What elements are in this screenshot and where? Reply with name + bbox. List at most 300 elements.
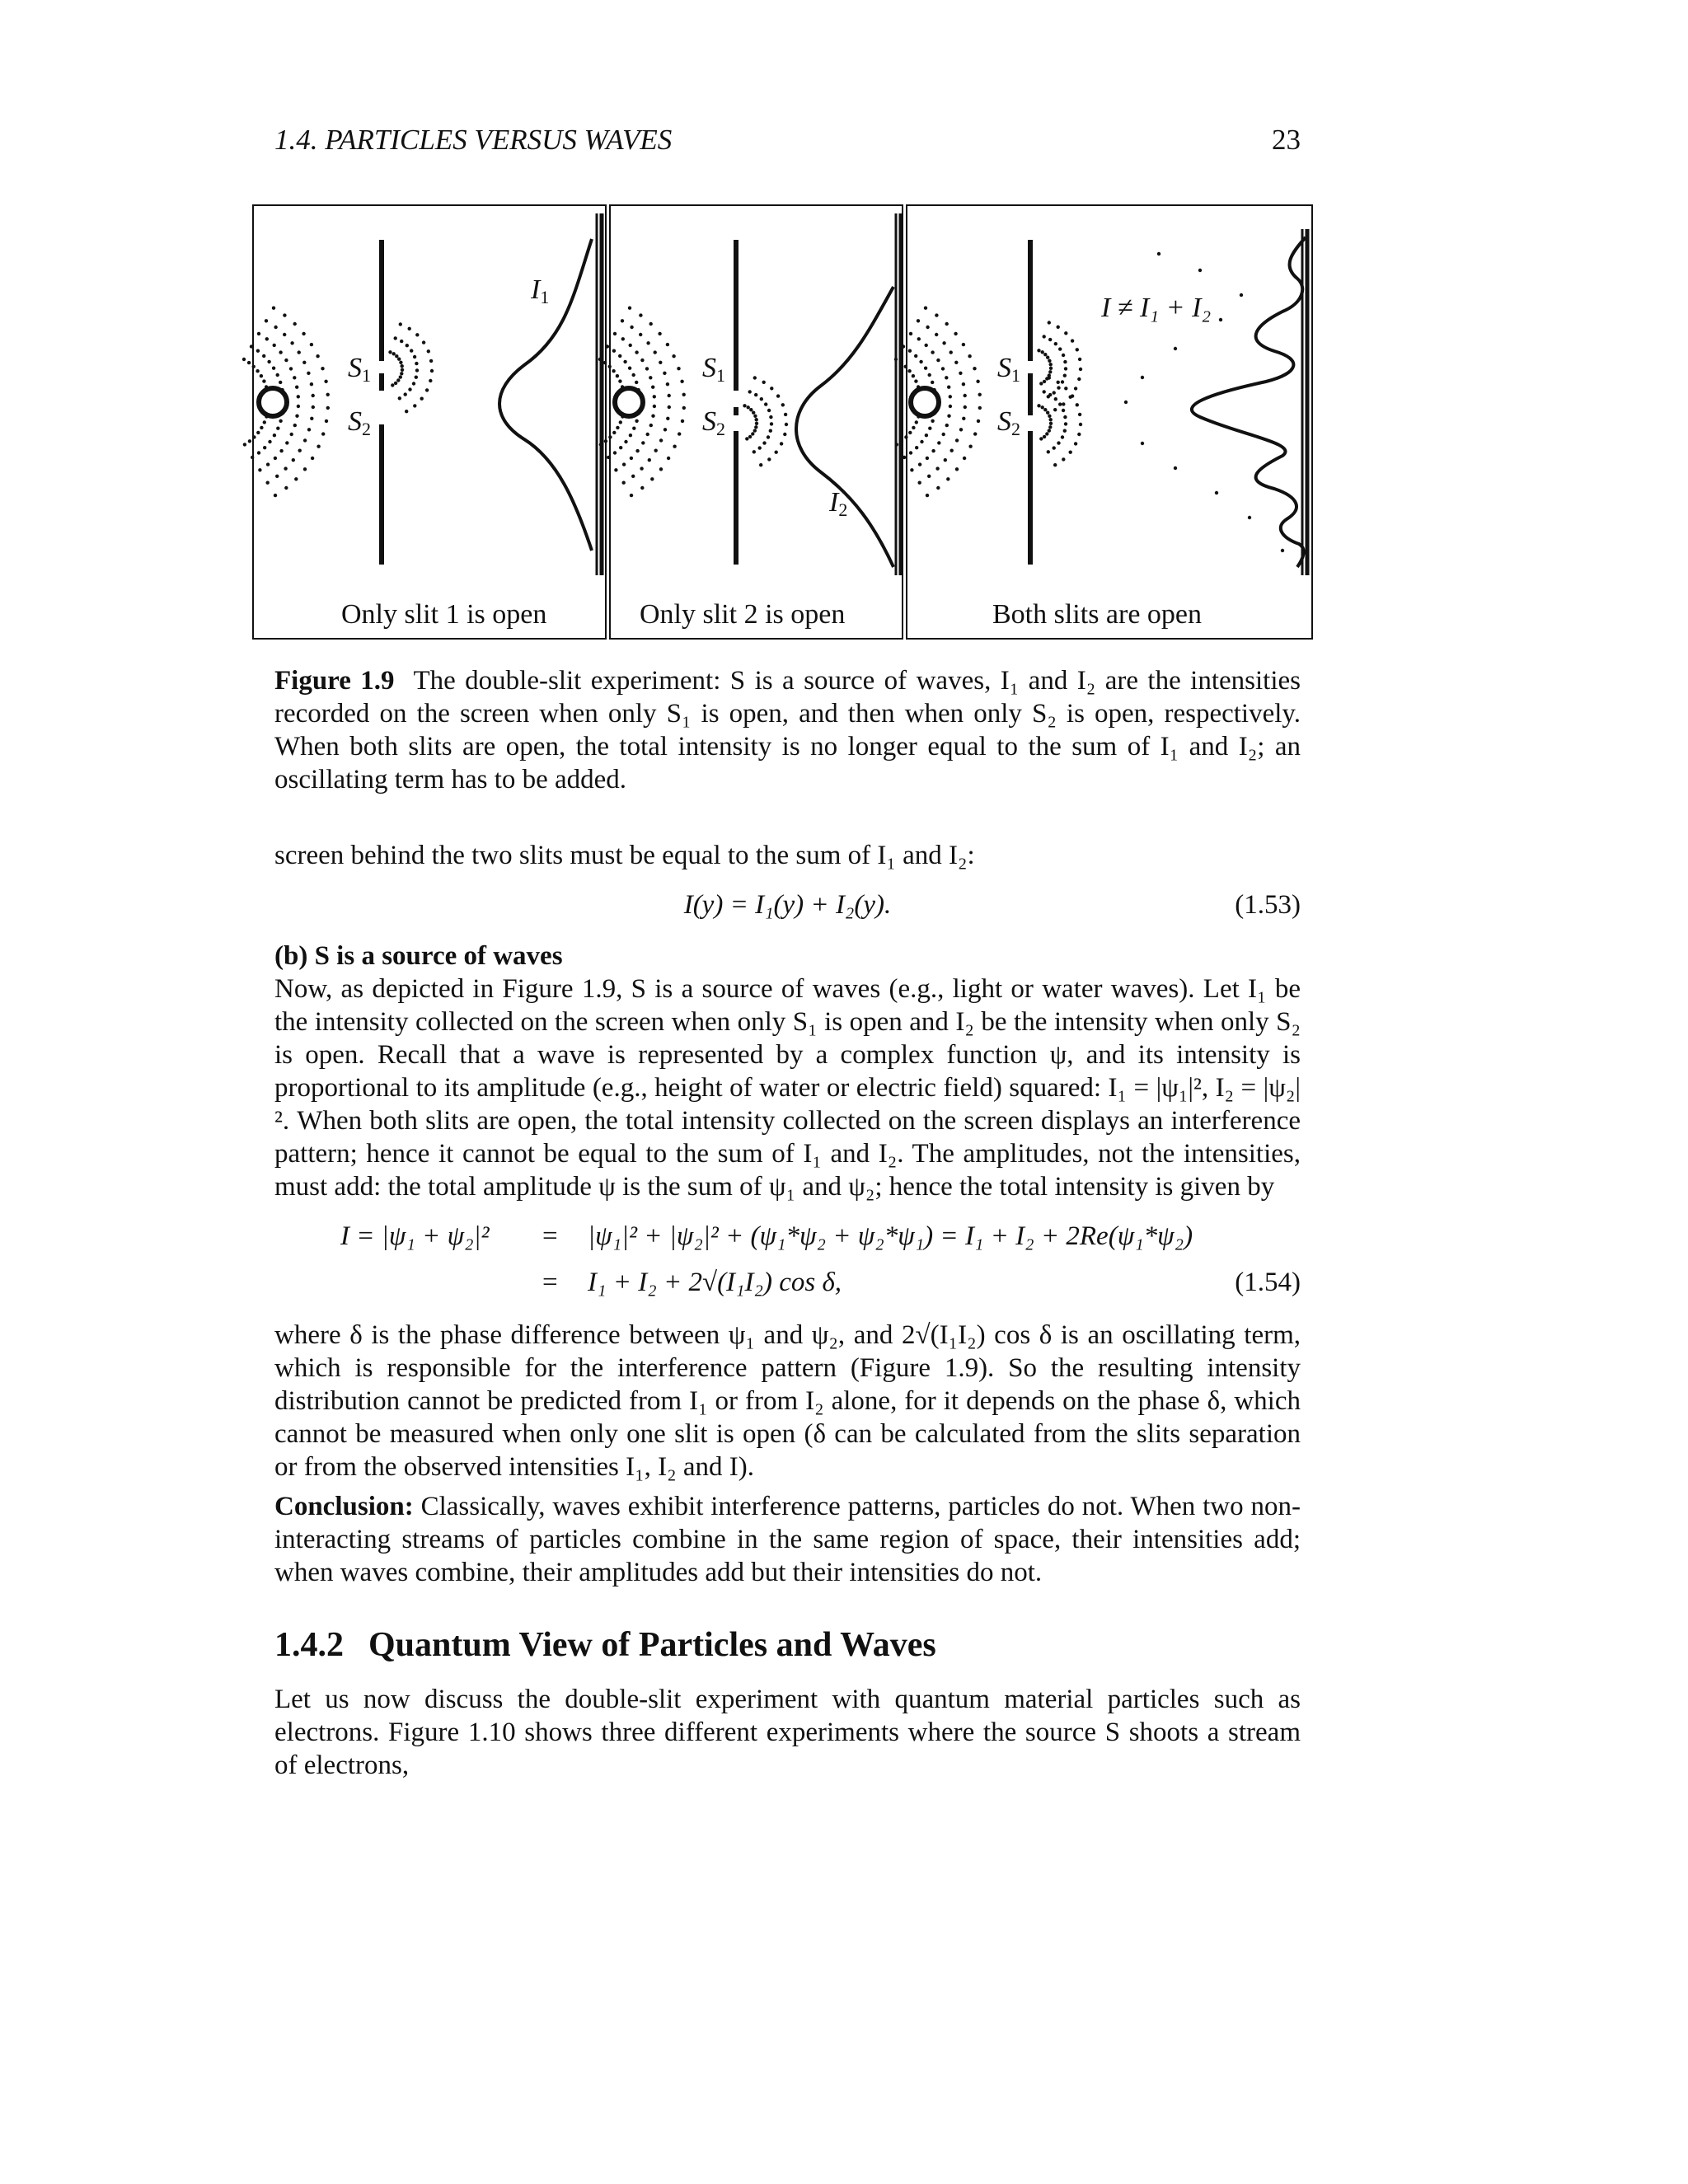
incoming-wave-dot <box>316 354 319 358</box>
caption-label: Figure 1.9 <box>274 666 395 696</box>
incoming-wave-dot <box>616 374 619 377</box>
incoming-wave-dot <box>935 466 939 470</box>
incoming-wave-dot <box>973 432 977 435</box>
interference-dot <box>1141 442 1144 445</box>
incoming-wave-dot <box>963 457 966 460</box>
incoming-wave-dot <box>302 332 305 335</box>
incoming-wave-dot <box>926 326 929 329</box>
diffracted-wave-dot <box>1049 422 1053 425</box>
diffracted-wave-dot <box>1062 402 1065 405</box>
incoming-wave-dot <box>618 354 621 358</box>
panel-3-frame <box>907 205 1312 639</box>
incoming-wave-dot <box>962 382 965 386</box>
incoming-wave-dot <box>630 494 633 497</box>
incoming-wave-dot <box>247 361 251 364</box>
incoming-wave-dot <box>681 419 684 423</box>
incoming-wave-dot <box>324 380 327 383</box>
diffracted-wave-dot <box>776 394 780 397</box>
incoming-wave-dot <box>260 426 263 429</box>
diffracted-wave-dot <box>1063 360 1067 363</box>
diffracted-wave-dot <box>1057 386 1060 389</box>
incoming-wave-dot <box>279 419 282 423</box>
diffracted-wave-dot <box>420 397 424 401</box>
incoming-wave-dot <box>628 367 631 370</box>
incoming-wave-dot <box>621 337 625 340</box>
incoming-wave-dot <box>303 467 307 471</box>
incoming-wave-dot <box>283 313 286 316</box>
incoming-wave-dot <box>303 438 307 442</box>
slit-2-label-p1: S2 <box>348 406 371 439</box>
incoming-wave-dot <box>928 427 931 430</box>
incoming-wave-dot <box>251 456 254 459</box>
incoming-wave-dot <box>279 449 283 452</box>
incoming-wave-dot <box>635 350 638 354</box>
incoming-wave-dot <box>935 333 938 336</box>
incoming-wave-dot <box>290 433 293 436</box>
incoming-wave-dot <box>962 343 965 346</box>
interference-dot <box>1124 401 1128 404</box>
diffracted-wave-dot <box>392 352 396 355</box>
incoming-wave-dot <box>659 438 663 442</box>
diffracted-wave-dot <box>1045 432 1048 435</box>
incoming-wave-dot <box>619 446 622 449</box>
diffracted-wave-dot <box>1041 405 1044 409</box>
diffracted-wave-dot <box>1041 350 1044 354</box>
incoming-wave-dot <box>292 458 295 462</box>
diffracted-wave-dot <box>783 433 786 436</box>
incoming-wave-dot <box>928 373 931 377</box>
final-paragraph: Let us now discuss the double-slit experiment with quantum material particles such as electrons. Figure 1.10 shows three different experiments where the source S shoots a stream of electrons, <box>274 1685 1301 1780</box>
incoming-wave-dot <box>925 344 928 347</box>
incoming-wave-dot <box>622 481 626 485</box>
incoming-wave-dot <box>645 367 649 370</box>
incoming-wave-dot <box>326 393 330 396</box>
equation-1-54-number: (1.54) <box>1235 1268 1301 1297</box>
incoming-wave-dot <box>294 477 298 480</box>
incoming-wave-dot <box>307 372 310 375</box>
incoming-wave-dot <box>272 307 275 310</box>
diffracted-wave-dot <box>1057 381 1060 384</box>
incoming-wave-dot <box>945 424 949 427</box>
incoming-wave-dot <box>612 369 615 373</box>
diffracted-wave-dot <box>1062 457 1065 461</box>
slit-1-label-p1: S1 <box>348 353 371 386</box>
incoming-wave-dot <box>944 458 947 462</box>
incoming-wave-dot <box>968 445 972 448</box>
incoming-wave-dot <box>256 369 259 373</box>
incoming-wave-dot <box>266 481 270 485</box>
incoming-wave-dot <box>629 434 632 437</box>
diffracted-wave-dot <box>1061 380 1064 383</box>
incoming-wave-dot <box>618 379 621 382</box>
incoming-wave-dot <box>608 435 612 438</box>
diffracted-wave-dot <box>1057 326 1060 329</box>
incoming-wave-dot <box>640 359 644 362</box>
diffracted-wave-dot <box>769 429 772 433</box>
diffracted-wave-dot <box>399 361 402 364</box>
incoming-wave-dot <box>976 380 979 383</box>
subsection-b-text: Now, as depicted in Figure 1.9, S is a source of waves (e.g., light or water waves). Let I₁ be the intensity collected on the screen when only S₁ is open and I₂ be the intensity when only S₂ is open. Recall that a wave is represented by a complex function ψ, and its intensity is proportional to its amplitude (e.g., height of water or electric field) squared: I₁ = |ψ₁|², I₂ = |ψ₂|². When both slits are open, the total intensity collected on the screen displays an interference pattern; hence it cannot be equal to the sum of I₁ and I₂. The amplitudes, not the intensities, must add: the total amplitude ψ is the sum of ψ₁ and ψ₂; hence the total intensity is given by <box>274 974 1301 1202</box>
diffracted-wave-dot <box>764 402 767 405</box>
diffracted-wave-dot <box>422 340 425 344</box>
incoming-wave-dot <box>968 354 971 358</box>
paragraph-after-eq: where δ is the phase difference between ψ₁ and ψ₂, and 2√(I₁I₂) cos δ is an oscillating term, which is responsible for the interference pattern (Figure 1.9). So the resulting intensity distribution cannot be predicted from I₁ or from I₂ alone, for it depends on the phase δ, which cannot be measured when only one slit is open (δ can be calculated from the slits separation or from the observed intensities I₁, I₂ and I). <box>274 1320 1301 1482</box>
diffracted-wave-dot <box>408 387 411 391</box>
incoming-wave-dot <box>682 393 686 396</box>
diffracted-wave-dot <box>1063 415 1067 419</box>
subsection-b <box>274 940 1301 1203</box>
diffracted-wave-dot <box>415 362 418 365</box>
incoming-wave-dot <box>978 393 982 396</box>
diffracted-wave-dot <box>413 355 416 359</box>
incoming-wave-dot <box>274 326 277 329</box>
incoming-wave-dot <box>907 369 911 373</box>
incoming-wave-dot <box>946 477 950 480</box>
incoming-wave-dot <box>276 427 279 430</box>
diffracted-wave-dot <box>754 393 757 396</box>
interference-dot <box>1174 466 1177 470</box>
incoming-wave-dot <box>666 343 669 346</box>
incoming-wave-dot <box>673 445 676 448</box>
incoming-wave-dot <box>614 468 617 471</box>
incoming-wave-dot <box>284 486 288 490</box>
interference-dot <box>1219 318 1222 321</box>
incoming-wave-dot <box>316 445 320 448</box>
incoming-wave-dot <box>262 379 265 382</box>
diffracted-wave-dot <box>1077 377 1081 381</box>
incoming-wave-dot <box>276 373 279 377</box>
diffracted-wave-dot <box>1054 342 1057 345</box>
incoming-wave-dot <box>937 441 940 444</box>
incoming-wave-dot <box>258 468 261 471</box>
diffracted-wave-dot <box>388 350 392 354</box>
incoming-wave-dot <box>265 337 269 340</box>
interference-dot <box>1215 491 1218 494</box>
incoming-wave-dot <box>311 457 314 460</box>
diffracted-wave-dot <box>395 354 398 358</box>
diffracted-wave-dot <box>400 340 403 343</box>
diffracted-wave-dot <box>429 359 433 363</box>
incoming-wave-dot <box>931 381 934 384</box>
diffracted-wave-dot <box>1077 433 1081 436</box>
diffracted-wave-dot <box>1043 408 1047 411</box>
incoming-wave-dot <box>257 451 260 454</box>
diffracted-wave-dot <box>1054 397 1057 401</box>
incoming-wave-dot <box>274 494 277 497</box>
incoming-wave-dot <box>931 350 934 354</box>
incoming-wave-dot <box>914 379 917 382</box>
interference-dot <box>1248 516 1251 519</box>
incoming-wave-dot <box>630 326 633 329</box>
incoming-wave-dot <box>915 446 918 449</box>
incoming-wave-dot <box>959 372 962 375</box>
incoming-wave-dot <box>955 438 959 442</box>
equation-1-54-rhs-2: I₁ + I₂ + 2√(I₁I₂) cos δ, <box>588 1268 842 1297</box>
diffracted-wave-dot <box>1048 370 1052 373</box>
diffracted-wave-dot <box>767 409 771 412</box>
incoming-wave-dot <box>654 449 658 452</box>
incoming-wave-dot <box>651 386 654 389</box>
incoming-wave-dot <box>275 475 279 478</box>
diffracted-wave-dot <box>1039 382 1043 385</box>
diffracted-wave-dot <box>753 450 756 453</box>
incoming-wave-dot <box>649 424 653 427</box>
incoming-wave-dot <box>290 341 293 344</box>
conclusion-label: Conclusion: <box>274 1492 414 1521</box>
incoming-wave-dot <box>945 376 948 379</box>
incoming-wave-dot <box>677 367 680 370</box>
incoming-wave-dot <box>659 467 663 471</box>
incoming-wave-dot <box>243 443 246 446</box>
diffracted-wave-dot <box>406 344 409 347</box>
diffracted-wave-dot <box>408 327 411 330</box>
incoming-wave-dot <box>266 462 270 466</box>
diffracted-wave-dot <box>415 368 419 372</box>
diffracted-wave-dot <box>753 376 757 379</box>
equation-1-54-line-2 <box>274 1268 1301 1304</box>
diffracted-wave-dot <box>1048 415 1051 418</box>
incoming-wave-dot <box>904 365 907 368</box>
incoming-wave-dot <box>912 374 915 377</box>
curve-label-p2: I2 <box>829 487 848 520</box>
equation-1-54-equals-2: = <box>542 1268 558 1297</box>
incoming-wave-dot <box>950 449 954 452</box>
incoming-wave-dot <box>947 386 950 389</box>
diffracted-wave-dot <box>749 408 753 411</box>
incoming-wave-dot <box>962 417 965 420</box>
diffracted-wave-dot <box>397 358 401 361</box>
diffracted-wave-dot <box>1078 358 1081 361</box>
incoming-wave-dot <box>640 466 643 470</box>
incoming-wave-dot <box>917 319 920 322</box>
incoming-wave-dot <box>289 367 293 370</box>
incoming-wave-dot <box>295 386 298 389</box>
incoming-wave-dot <box>908 349 912 353</box>
caption-text: The double-slit experiment: S is a source of waves, I₁ and I₂ are the intensities recorded on the screen when only S₁ is open, and then when only S₂ is open, respectively. When both slits are open, the total intensity is no longer equal to the sum of I₁ and I₂; an oscillating term has to be added. <box>274 666 1301 794</box>
incoming-wave-dot <box>612 431 616 434</box>
incoming-wave-dot <box>954 332 957 335</box>
incoming-wave-dot <box>918 481 921 485</box>
diffracted-wave-dot <box>413 404 416 407</box>
incoming-wave-dot <box>265 319 268 322</box>
diffracted-wave-dot <box>767 435 770 438</box>
diffracted-wave-dot <box>1076 403 1079 406</box>
incoming-wave-dot <box>959 428 963 431</box>
incoming-wave-dot <box>973 367 976 370</box>
incoming-wave-dot <box>252 365 256 368</box>
panel-1-frame <box>253 205 606 639</box>
incoming-wave-dot <box>273 434 276 437</box>
incoming-wave-dot <box>650 477 654 480</box>
conclusion-text: Classically, waves exhibit interference patterns, particles do not. When two non-interacting streams of particles combine in the same region of space, their intensities add; when waves combine, their amplitudes add but their intensities do not. <box>274 1492 1301 1587</box>
diffracted-wave-dot <box>1074 387 1077 390</box>
incoming-wave-dot <box>635 449 639 452</box>
diffracted-wave-dot <box>1043 435 1046 438</box>
incoming-wave-dot <box>312 405 315 409</box>
incoming-wave-dot <box>925 434 928 437</box>
diffracted-wave-dot <box>427 349 430 353</box>
diffracted-wave-dot <box>1064 331 1067 335</box>
section-heading <box>274 1625 936 1665</box>
incoming-wave-dot <box>632 373 635 377</box>
incoming-wave-dot <box>628 307 631 310</box>
incoming-wave-dot <box>274 457 277 460</box>
incoming-wave-dot <box>613 451 617 454</box>
diffracted-wave-dot <box>759 463 762 466</box>
incoming-wave-dot <box>622 462 626 466</box>
diffracted-wave-dot <box>745 437 748 440</box>
incoming-wave-dot <box>312 394 315 397</box>
incoming-wave-dot <box>272 367 275 370</box>
panel-1-caption: Only slit 1 is open <box>341 599 547 630</box>
diffracted-wave-dot <box>398 396 401 400</box>
diffracted-wave-dot <box>1053 446 1056 449</box>
diffracted-wave-dot <box>1048 429 1051 432</box>
incoming-wave-dot <box>640 486 644 490</box>
diffracted-wave-dot <box>1078 413 1081 416</box>
incoming-wave-dot <box>310 417 313 420</box>
diffracted-wave-dot <box>404 392 407 396</box>
incoming-wave-dot <box>653 395 656 398</box>
incoming-wave-dot <box>632 427 635 430</box>
interference-dot <box>1198 269 1202 272</box>
incoming-wave-dot <box>942 433 945 436</box>
incoming-wave-dot <box>630 457 633 460</box>
incoming-wave-dot <box>910 468 913 471</box>
incoming-wave-dot <box>283 333 286 336</box>
diffracted-wave-dot <box>753 429 757 432</box>
incoming-wave-dot <box>924 307 927 310</box>
incoming-wave-dot <box>641 441 645 444</box>
diffracted-wave-dot <box>400 372 403 375</box>
diffracted-wave-dot <box>1037 349 1040 352</box>
source-3 <box>911 388 939 416</box>
incoming-wave-dot <box>298 449 302 452</box>
intensity-curve-1 <box>499 239 592 551</box>
diffracted-wave-dot <box>1064 422 1067 425</box>
diffracted-wave-dot <box>1053 391 1056 394</box>
incoming-wave-dot <box>629 344 632 347</box>
diffracted-wave-dot <box>1057 441 1060 444</box>
equation-1-54-equals-1: = <box>542 1221 558 1251</box>
diffracted-wave-dot <box>769 415 772 419</box>
diffracted-wave-dot <box>1048 321 1051 324</box>
incoming-wave-dot <box>909 451 912 454</box>
diffracted-wave-dot <box>1053 463 1057 466</box>
incoming-wave-dot <box>273 344 276 347</box>
equation-1-54-lhs: I = |ψ₁ + ψ₂|² <box>340 1221 490 1251</box>
source-1 <box>259 388 287 416</box>
diffracted-wave-dot <box>1079 423 1082 426</box>
incoming-wave-dot <box>920 440 923 443</box>
incoming-wave-dot <box>616 426 619 429</box>
diffracted-wave-dot <box>391 383 394 387</box>
incoming-wave-dot <box>931 449 935 452</box>
running-header <box>274 124 1301 165</box>
incoming-wave-dot <box>621 319 624 322</box>
incoming-wave-dot <box>924 367 927 370</box>
incoming-wave-dot <box>949 405 952 408</box>
incoming-wave-dot <box>682 406 686 410</box>
diffracted-wave-dot <box>399 322 402 326</box>
incoming-wave-dot <box>919 360 922 363</box>
incoming-wave-dot <box>949 395 952 398</box>
page-number: 23 <box>1272 124 1301 156</box>
diffracted-wave-dot <box>1053 408 1057 411</box>
subsection-b-heading: (b) S is a source of waves <box>274 941 563 971</box>
incoming-wave-dot <box>935 313 938 316</box>
diffracted-wave-dot <box>753 415 757 418</box>
diffracted-wave-dot <box>1043 353 1047 356</box>
incoming-wave-dot <box>936 359 940 362</box>
diffracted-wave-dot <box>1048 425 1052 429</box>
intensity-curve-2 <box>796 287 893 567</box>
incoming-wave-dot <box>908 431 912 434</box>
diffracted-wave-dot <box>770 422 773 425</box>
diffracted-wave-dot <box>762 441 766 444</box>
incoming-wave-dot <box>607 456 610 459</box>
incoming-wave-dot <box>950 350 953 354</box>
diffracted-wave-dot <box>1063 429 1067 433</box>
diffracted-wave-dot <box>401 364 404 368</box>
incoming-wave-dot <box>635 419 638 423</box>
diffracted-wave-dot <box>1048 359 1051 363</box>
curve-label-p3: I ≠ I₁ + I₂ <box>1101 293 1212 323</box>
slit-1-label-p2: S1 <box>702 353 725 386</box>
incoming-wave-dot <box>903 456 906 459</box>
incoming-wave-dot <box>252 435 256 438</box>
incoming-wave-dot <box>955 467 959 471</box>
diffracted-wave-dot <box>1049 363 1053 366</box>
incoming-wave-dot <box>284 466 287 470</box>
equation-1-54-rhs-1: |ψ₁|² + |ψ₂|² + (ψ₁*ψ₂ + ψ₂*ψ₁) = I₁ + I₂ + 2Re(ψ₁*ψ₂) <box>588 1221 1193 1251</box>
incoming-wave-dot <box>613 332 617 335</box>
incoming-wave-dot <box>603 361 607 364</box>
incoming-wave-dot <box>666 417 669 420</box>
slit-1-label-p3: S1 <box>997 353 1020 386</box>
incoming-wave-dot <box>654 350 657 354</box>
diffracted-wave-dot <box>770 387 773 390</box>
diffracted-wave-dot <box>1047 450 1050 453</box>
incoming-wave-dot <box>623 360 626 363</box>
incoming-wave-dot <box>663 428 667 431</box>
diffracted-wave-dot <box>410 349 413 352</box>
diffracted-wave-dot <box>412 382 415 385</box>
diffracted-wave-dot <box>1069 451 1072 454</box>
incoming-wave-dot <box>914 354 917 358</box>
diffracted-wave-dot <box>1076 348 1079 351</box>
incoming-wave-dot <box>631 475 635 478</box>
incoming-wave-dot <box>268 440 271 443</box>
diffracted-wave-dot <box>429 379 432 382</box>
diffracted-wave-dot <box>1064 387 1067 390</box>
incoming-wave-dot <box>658 332 661 335</box>
incoming-wave-dot <box>912 426 915 429</box>
incoming-wave-dot <box>653 405 656 408</box>
incoming-wave-dot <box>248 439 251 443</box>
diffracted-wave-dot <box>394 382 397 385</box>
diffracted-wave-dot <box>785 423 788 426</box>
incoming-wave-dot <box>263 420 266 424</box>
diffracted-wave-dot <box>751 432 754 435</box>
diffracted-wave-dot <box>760 397 763 401</box>
diffracted-wave-dot <box>1048 338 1052 341</box>
incoming-wave-dot <box>964 405 967 409</box>
diffracted-wave-dot <box>748 435 752 438</box>
incoming-wave-dot <box>635 381 638 384</box>
interference-dot <box>1141 376 1144 379</box>
incoming-wave-dot <box>295 415 298 418</box>
